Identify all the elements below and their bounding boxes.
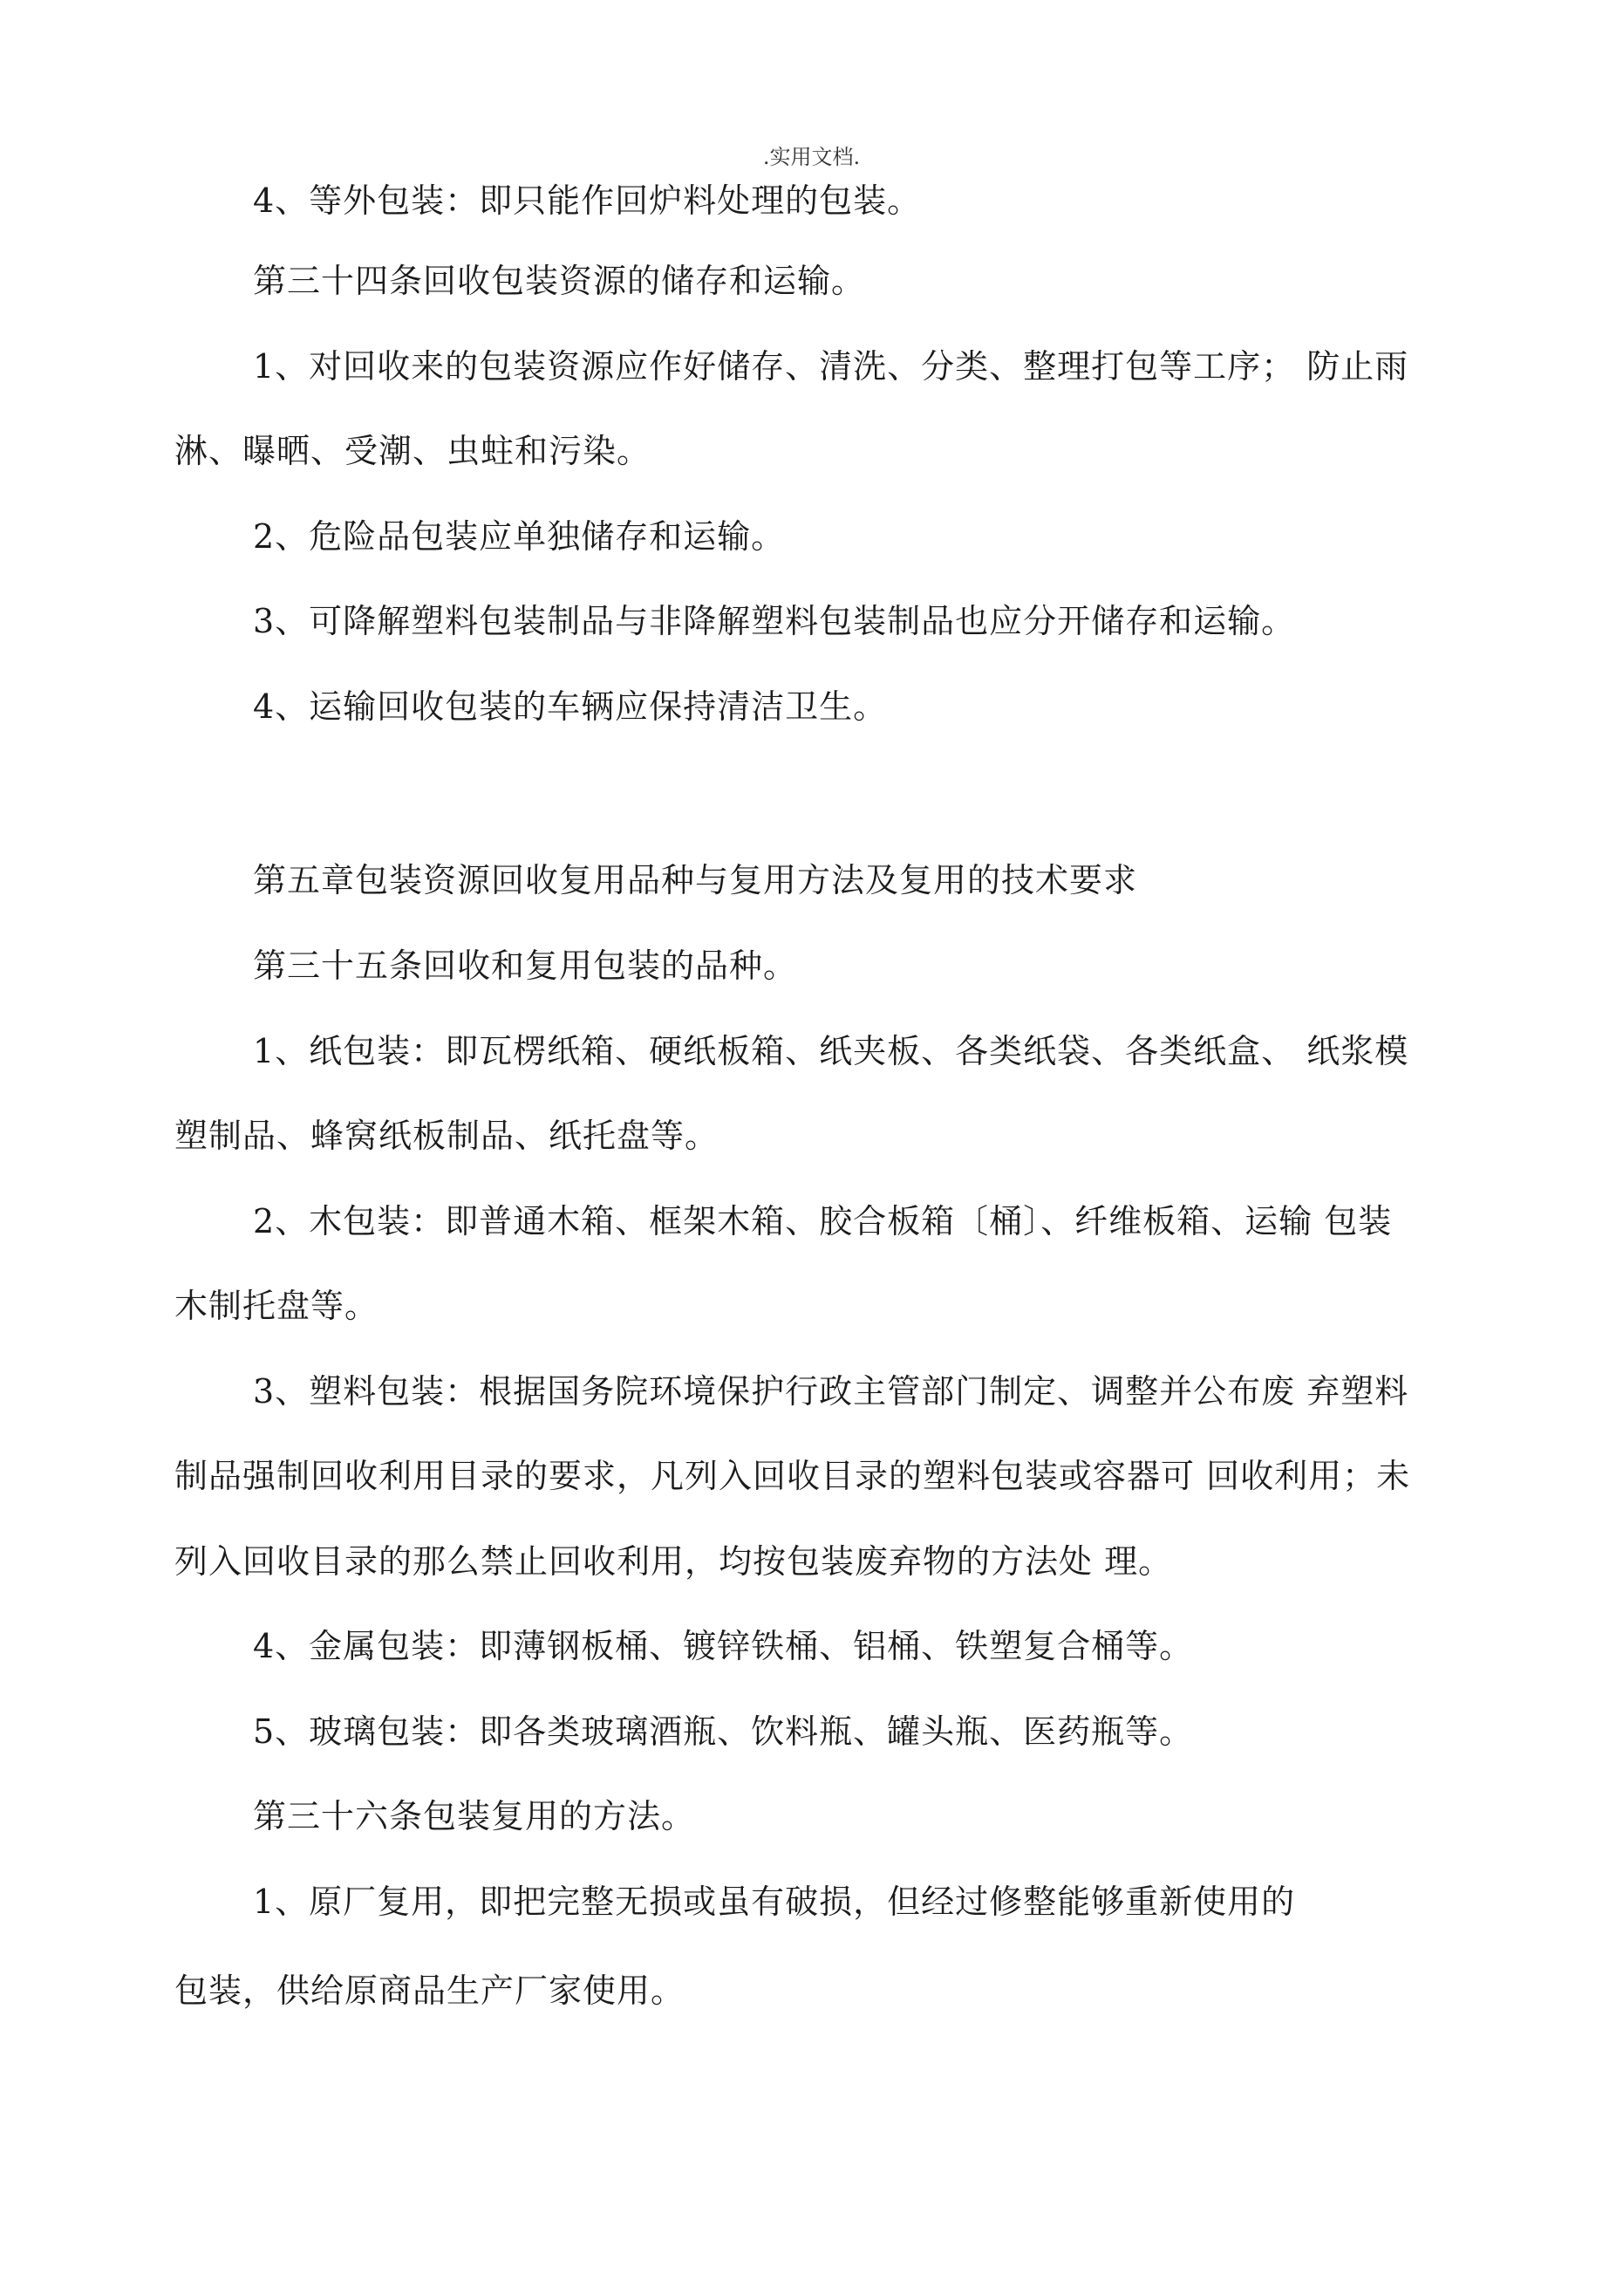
page-header: .实用文档. [762, 145, 861, 169]
line-17: 4、金属包装：即薄钢板桶、镀锌铁桶、铝桶、铁塑复合桶等。 [253, 1627, 1194, 1665]
line-9: 第三十五条回收和复用包装的品种。 [253, 946, 798, 985]
line-2: 第三十四条回收包装资源的储存和运输。 [253, 262, 866, 300]
line-14: 3、塑料包装：根据国务院环境保护行政主管部门制定、调整并公布废 弃塑料 [253, 1372, 1409, 1411]
line-15: 制品强制回收利用目录的要求，凡列入回收目录的塑料包装或容器可 回收利用；未 [174, 1457, 1411, 1495]
line-16: 列入回收目录的那么禁止回收利用，均按包装废弃物的方法处 理。 [174, 1542, 1173, 1581]
line-7: 4、运输回收包装的车辆应保持清洁卫生。 [253, 687, 888, 726]
line-18: 5、玻璃包装：即各类玻璃酒瓶、饮料瓶、罐头瓶、医药瓶等。 [253, 1712, 1194, 1751]
line-6: 3、可降解塑料包装制品与非降解塑料包装制品也应分开储存和运输。 [253, 602, 1296, 640]
line-13: 木制托盘等。 [174, 1287, 379, 1325]
line-10: 1、纸包装：即瓦楞纸箱、硬纸板箱、纸夹板、各类纸袋、各类纸盒、 纸浆模 [253, 1032, 1409, 1070]
line-21: 包装，供给原商品生产厂家使用。 [174, 1971, 685, 2010]
line-19: 第三十六条包装复用的方法。 [253, 1797, 696, 1835]
line-1: 4、等外包装：即只能作回炉料处理的包装。 [253, 181, 922, 220]
line-20: 1、原厂复用，即把完整无损或虽有破损，但经过修整能够重新使用的 [253, 1883, 1296, 1921]
line-5: 2、危险品包装应单独储存和运输。 [253, 517, 786, 556]
line-4: 淋、曝晒、受潮、虫蛀和污染。 [174, 432, 651, 470]
chapter-heading: 第五章包装资源回收复用品种与复用方法及复用的技术要求 [253, 861, 1138, 899]
line-11: 塑制品、蜂窝纸板制品、纸托盘等。 [174, 1117, 719, 1155]
line-3: 1、对回收来的包装资源应作好储存、清洗、分类、整理打包等工序； 防止雨 [253, 347, 1409, 386]
line-12: 2、木包装：即普通木箱、框架木箱、胶合板箱〔桶〕、纤维板箱、运输 包装 [253, 1202, 1393, 1240]
